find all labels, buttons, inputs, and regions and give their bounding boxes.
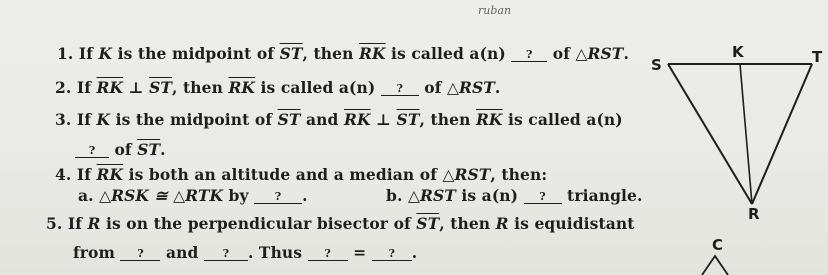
question-number: 3.: [55, 110, 72, 129]
question-number: 2.: [55, 78, 72, 97]
segment-rk: [740, 64, 752, 204]
answer-blank[interactable]: ?: [511, 48, 547, 62]
vertex-label-t: T: [812, 48, 823, 66]
question-1: 1. If K is the midpoint of $\overline{ST}$, then $\overline{RK}$ is called a(n) ? of △RST.: [57, 44, 629, 63]
side-tr: [752, 64, 812, 204]
question-3: 3. If K is the midpoint of $\overline{ST}$ and $\overline{RK}$ ⊥ $\overline{ST}$, then $\overline{RK}$ is called a(n): [55, 110, 623, 129]
answer-blank[interactable]: ?: [254, 190, 302, 204]
point-label-k: K: [732, 43, 744, 61]
question-4: 4. If $\overline{RK}$ is both an altitude and a median of △RST, then:: [55, 165, 548, 184]
answer-blank[interactable]: ?: [120, 247, 160, 261]
question-4b: b. △RST is a(n) ? triangle.: [386, 186, 643, 205]
vertex-label-c: C: [712, 236, 724, 254]
answer-blank[interactable]: ?: [524, 190, 562, 204]
answer-blank[interactable]: ?: [204, 247, 248, 261]
question-3-continued: ? of $\overline{ST}$.: [75, 140, 166, 159]
question-5: 5. If R is on the perpendicular bisector of $\overline{ST}$, then R is equidistant: [46, 214, 635, 233]
question-number: 4.: [55, 165, 72, 184]
answer-blank[interactable]: ?: [381, 82, 419, 96]
vertex-label-s: S: [651, 56, 662, 74]
answer-blank[interactable]: ?: [372, 247, 412, 261]
handwritten-scribble: ruban: [478, 4, 512, 17]
question-number: 1.: [57, 44, 74, 63]
side-sr: [668, 64, 752, 204]
question-5-continued: from ? and ? . Thus ? = ? .: [73, 243, 418, 262]
vertex-label-r: R: [748, 205, 760, 223]
answer-blank[interactable]: ?: [75, 144, 109, 158]
question-4a: a. △RSK ≅ △RTK by ? .: [78, 186, 308, 205]
answer-blank[interactable]: ?: [308, 247, 348, 261]
second-figure-apex: [702, 256, 728, 275]
question-number: 5.: [46, 214, 63, 233]
question-2: 2. If $\overline{RK}$ ⊥ $\overline{ST}$, then $\overline{RK}$ is called a(n) ? of △RST.: [55, 78, 501, 97]
